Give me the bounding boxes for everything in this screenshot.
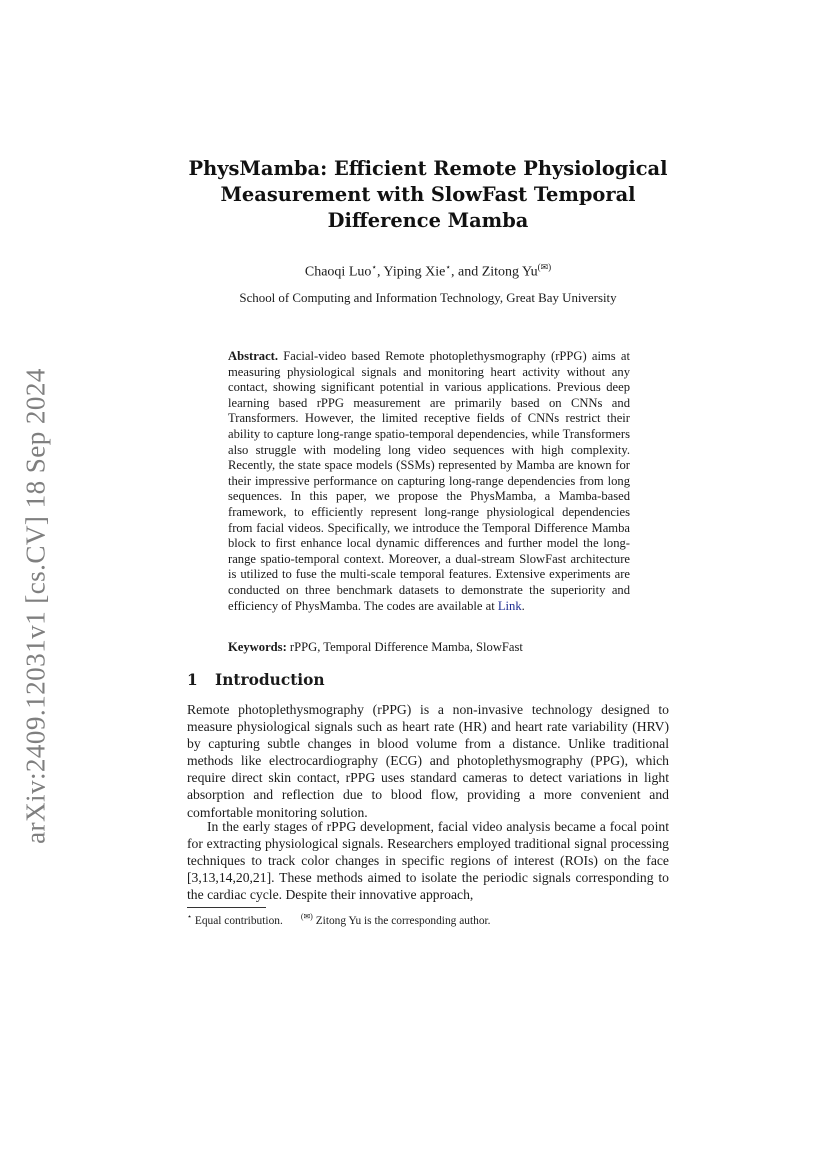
- footnote-text: Zitong Yu is the corresponding author.: [312, 914, 491, 927]
- section-number: 1: [187, 671, 198, 689]
- footnote-mark: ⋆: [187, 912, 193, 921]
- paper-title: [150, 156, 706, 234]
- title-line-2: Measurement with SlowFast Temporal: [220, 183, 636, 206]
- footnotes: [187, 912, 491, 927]
- author-name: Chaoqi Luo: [304, 264, 372, 280]
- title-line-1: PhysMamba: Efficient Remote Physiological: [188, 157, 668, 180]
- author-separator: , and: [450, 264, 482, 280]
- footnote-mark: (✉): [300, 912, 313, 921]
- author-list: [150, 262, 706, 281]
- section-heading: [187, 671, 325, 689]
- title-line-3: Difference Mamba: [327, 209, 529, 232]
- body-paragraph: In the early stages of rPPG development, facial video analysis became a focal point for extracting physiological signals. Researchers employed traditional signal processing techniques to track color changes in specific regions of interest (ROIs) on the face [3,13,14,20,21]. These methods aimed to isolate the periodic signals corresponding to the cardiac cycle. Despite their innovative approach,: [187, 819, 669, 903]
- footnote-divider: [187, 907, 266, 908]
- keywords-label: Keywords:: [228, 640, 287, 654]
- abstract: [228, 349, 630, 614]
- corresponding-author-mark: (✉): [537, 262, 552, 272]
- arxiv-identifier-stamp: [16, 362, 56, 850]
- keywords-text: rPPG, Temporal Difference Mamba, SlowFast: [286, 640, 523, 654]
- footnote-text: Equal contribution.: [192, 914, 283, 927]
- abstract-label: Abstract.: [228, 349, 279, 363]
- author-name: Yiping Xie: [383, 264, 446, 280]
- equal-contribution-mark: ⋆: [445, 262, 451, 272]
- section-title: Introduction: [215, 671, 325, 689]
- affiliation: School of Computing and Information Technology, Great Bay University: [239, 291, 617, 305]
- keywords: [228, 640, 630, 655]
- abstract-text: Facial-video based Remote photoplethysmography (rPPG) aims at measuring physiological signals and monitoring heart activity without any contact, showing significant potential in various applications. Previous deep learning based rPPG measurement are primarily based on CNNs and Transformers. However, the limited receptive fields of CNNs restrict their ability to capture long-range spatio-temporal dependencies, while Transformers also struggle with modeling long video sequences with high complexity. Recently, the state space models (SSMs) represented by Mamba are known for their impressive performance on capturing long-range dependencies from long sequences. In this paper, we propose the PhysMamba, a Mamba-based framework, to efficiently represent long-range physiological dependencies from facial videos. Specifically, we introduce the Temporal Difference Mamba block to first enhance local dynamic differences and further model the long-range spatio-temporal context. Moreover, a dual-stream SlowFast architecture is utilized to fuse the multi-scale temporal features. Extensive experiments are conducted on three benchmark datasets to demonstrate the superiority and efficiency of PhysMamba. The codes are available at: [228, 349, 630, 613]
- author-separator: ,: [377, 264, 384, 280]
- arxiv-identifier-text: arXiv:2409.12031v1 [cs.CV] 18 Sep 2024: [20, 368, 51, 844]
- body-paragraph: Remote photoplethysmography (rPPG) is a non-invasive technology designed to measure physiological signals such as heart rate (HR) and heart rate variability (HRV) by capturing subtle changes in blood volume from a distance. Unlike traditional methods like electrocardiography (ECG) and photoplethysmography (PPG), which require direct skin contact, rPPG uses standard cameras to detect variations in light absorption and reflection due to blood flow, providing a more convenient and comfortable monitoring solution.: [187, 702, 669, 820]
- equal-contribution-mark: ⋆: [371, 262, 378, 272]
- author-name: Zitong Yu: [481, 264, 538, 280]
- code-link[interactable]: Link: [497, 598, 522, 613]
- abstract-end: .: [521, 598, 525, 613]
